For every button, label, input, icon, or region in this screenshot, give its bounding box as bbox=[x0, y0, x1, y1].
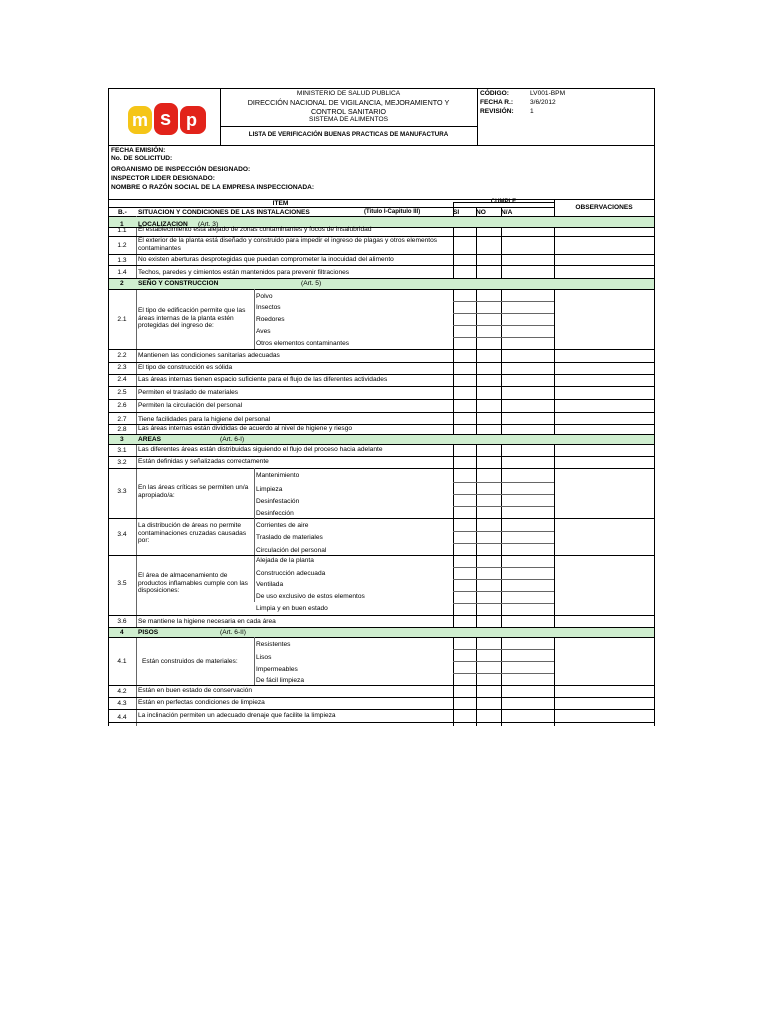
row-4-1-num: 4.1 bbox=[117, 658, 127, 665]
section-2-num: 2 bbox=[120, 280, 124, 287]
row-2-1-sub-2: Roedores bbox=[256, 316, 285, 323]
row-2-1-num: 2.1 bbox=[117, 316, 127, 323]
row-1-2-num: 1.2 bbox=[117, 242, 127, 249]
header-control: CONTROL SANITARIO bbox=[310, 107, 387, 116]
row-2-8-text: Las áreas internas están divididas de acuerdo al nivel de higiene y riesgo bbox=[138, 425, 353, 432]
row-2-1-sub-4: Otros elementos contaminantes bbox=[256, 340, 350, 347]
section-1-ref: (Art. 3) bbox=[198, 221, 219, 228]
row-2-7-num: 2.7 bbox=[117, 416, 127, 423]
field-empresa: NOMBRE O RAZÓN SOCIAL DE LA EMPRESA INSPECCIONADA: bbox=[111, 184, 315, 191]
row-3-3-text: En las áreas críticas se permiten un/a apropiado/a: bbox=[138, 484, 249, 499]
row-2-5-num: 2.5 bbox=[117, 389, 127, 396]
section-b-code: B.- bbox=[118, 209, 127, 216]
row-4-2-num: 4.2 bbox=[117, 688, 127, 695]
section-3-num: 3 bbox=[120, 436, 124, 443]
row-3-6-num: 3.6 bbox=[117, 618, 127, 625]
row-2-2-text: Mantienen las condiciones sanitarias adecuadas bbox=[138, 352, 280, 359]
row-3-2-num: 3.2 bbox=[117, 459, 127, 466]
row-4-4-text: La inclinación permiten un adecuado drenaje que facilite la limpieza bbox=[138, 712, 336, 719]
col-no: NO bbox=[476, 209, 486, 216]
revision-value: 1 bbox=[530, 108, 534, 115]
header-cumple: CUMPLE bbox=[490, 199, 517, 205]
row-3-5-sub-3: De uso exclusivo de estos elementos bbox=[256, 593, 365, 600]
msp-logo bbox=[128, 100, 210, 138]
row-2-7-text: Tiene facilidades para la higiene del personal bbox=[138, 416, 271, 423]
header-direction: DIRECCIÓN NACIONAL DE VIGILANCIA, MEJORAMIENTO Y bbox=[247, 98, 450, 107]
row-3-4-sub-0: Corrientes de aire bbox=[256, 522, 309, 529]
row-2-1-sub-3: Aves bbox=[256, 328, 271, 335]
row-4-1-sub-2: Impermeables bbox=[256, 666, 298, 673]
row-4-4-num: 4.4 bbox=[117, 714, 127, 721]
logo-s-letter: s bbox=[160, 108, 172, 130]
logo-m-letter: m bbox=[132, 110, 149, 130]
codigo-label: CÓDIGO: bbox=[480, 90, 509, 97]
fecha-label: FECHA R.: bbox=[480, 99, 514, 106]
row-2-1-sub-0: Polvo bbox=[256, 293, 273, 300]
row-4-3-num: 4.3 bbox=[117, 700, 127, 707]
row-3-5-sub-2: Ventilada bbox=[256, 581, 284, 588]
section-4-title: PISOS bbox=[138, 629, 159, 636]
col-na: N/A bbox=[501, 209, 513, 216]
col-si: SI bbox=[453, 209, 460, 216]
row-3-2-text: Están definidas y señalizadas correctamente bbox=[138, 458, 269, 465]
row-2-3-num: 2.3 bbox=[117, 364, 127, 371]
doc-title: LISTA DE VERIFICACIÓN BUENAS PRACTICAS DE MANUFACTURA bbox=[248, 131, 449, 138]
row-4-2-text: Están en buen estado de conservación bbox=[138, 687, 253, 694]
section-3-ref: (Art. 6-I) bbox=[220, 436, 245, 443]
row-2-8-num: 2.8 bbox=[117, 426, 127, 433]
row-3-5-num: 3.5 bbox=[117, 580, 127, 587]
row-3-4-num: 3.4 bbox=[117, 531, 127, 538]
row-3-5-text: El área de almacenamiento de productos inflamables cumple con las disposiciones: bbox=[138, 572, 248, 595]
row-4-1-text: Están construidos de materiales: bbox=[142, 658, 238, 665]
row-3-3-sub-2: Desinfestación bbox=[256, 498, 300, 505]
row-2-5-text: Permiten el traslado de materiales bbox=[138, 389, 239, 396]
section-2-ref: (Art. 5) bbox=[301, 280, 322, 287]
row-2-6-num: 2.6 bbox=[117, 402, 127, 409]
row-2-6-text: Permiten la circulación del personal bbox=[138, 402, 243, 409]
section-2-title: SEÑO Y CONSTRUCCION bbox=[138, 280, 219, 287]
section-3-title: AREAS bbox=[138, 436, 162, 443]
row-3-3-num: 3.3 bbox=[117, 488, 127, 495]
logo-p-letter: p bbox=[186, 110, 197, 130]
section-1-num: 1 bbox=[120, 221, 124, 228]
checklist-sheet bbox=[108, 88, 654, 726]
section-1-title: LOCALIZACION bbox=[138, 221, 188, 228]
row-3-6-text: Se mantiene la higiene necesaria en cada área bbox=[138, 618, 276, 625]
section-4-num: 4 bbox=[120, 629, 124, 636]
row-3-3-sub-3: Desinfección bbox=[256, 510, 294, 517]
row-2-4-num: 2.4 bbox=[117, 376, 127, 383]
field-organismo: ORGANISMO DE INSPECCIÓN DESIGNADO: bbox=[111, 166, 251, 173]
row-1-4-num: 1.4 bbox=[117, 269, 127, 276]
row-3-1-text: Las diferentes áreas están distribuidas siguiendo el flujo del proceso hacia adelante bbox=[138, 446, 383, 453]
row-3-3-sub-0: Mantenimiento bbox=[256, 472, 300, 479]
row-3-4-sub-2: Circulación del personal bbox=[256, 547, 327, 554]
row-3-1-num: 3.1 bbox=[117, 447, 127, 454]
row-3-3-sub-1: Limpieza bbox=[256, 486, 283, 493]
row-1-4-text: Techos, paredes y cimientos están mantenidos para prevenir filtraciones bbox=[138, 269, 350, 276]
header-observaciones: OBSERVACIONES bbox=[575, 204, 633, 211]
row-4-1-sub-1: Lisos bbox=[256, 654, 272, 661]
row-3-5-sub-4: Limpia y en buen estado bbox=[256, 605, 328, 612]
row-4-3-text: Están en perfectas condiciones de limpieza bbox=[138, 699, 265, 706]
codigo-value: LV001-BPM bbox=[530, 90, 566, 97]
row-4-1-sub-3: De fácil limpieza bbox=[256, 677, 305, 684]
row-3-5-sub-0: Alejada de la planta bbox=[256, 557, 314, 564]
header-item: ITEM bbox=[272, 200, 289, 207]
row-3-5-sub-1: Construcción adecuada bbox=[256, 570, 326, 577]
section-b-title: SITUACION Y CONDICIONES DE LAS INSTALACIONES bbox=[138, 209, 310, 216]
header-system: SISTEMA DE ALIMENTOS bbox=[308, 116, 389, 123]
row-3-4-sub-1: Traslado de materiales bbox=[256, 534, 323, 541]
row-2-2-num: 2.2 bbox=[117, 352, 127, 359]
row-2-1-sub-1: Insectos bbox=[256, 304, 281, 311]
row-3-4-text: La distribución de áreas no permite contaminaciones cruzadas causadas por: bbox=[138, 522, 247, 545]
row-1-3-text: No existen aberturas desprotegidas que puedan comprometer la inocuidad del alimento bbox=[138, 256, 394, 263]
row-1-1-num: 1.1 bbox=[117, 227, 127, 234]
header-ministry: MINISTERIO DE SALUD PUBLICA bbox=[296, 90, 401, 97]
row-2-1-text: El tipo de edificación permite que las áreas internas de la planta estén protegidas del ingreso de: bbox=[138, 307, 246, 330]
revision-label: REVISIÓN: bbox=[480, 108, 514, 115]
section-4-ref: (Art. 6-II) bbox=[220, 629, 247, 636]
row-4-1-sub-0: Resistentes bbox=[256, 641, 291, 648]
row-1-2-text: El exterior de la planta está diseñado y construido para impedir el ingreso de plagas y otros elementos contaminantes bbox=[138, 237, 438, 252]
fecha-value: 3/6/2012 bbox=[530, 99, 556, 106]
row-2-3-text: El tipo de construcción es sólida bbox=[138, 364, 233, 371]
section-b-ref: (Titulo I-Capitulo III) bbox=[364, 209, 421, 215]
field-inspector: INSPECTOR LIDER DESIGNADO: bbox=[111, 175, 215, 182]
field-solicitud: No. DE SOLICITUD: bbox=[111, 155, 173, 162]
field-fecha-emision: FECHA EMISIÓN: bbox=[111, 147, 166, 154]
row-1-1-text: El establecimiento está alejado de zonas contaminantes y focos de insalubridad bbox=[138, 226, 372, 233]
row-1-3-num: 1.3 bbox=[117, 257, 127, 264]
row-2-4-text: Las áreas internas tienen espacio suficiente para el flujo de las diferentes actividades bbox=[138, 376, 388, 383]
